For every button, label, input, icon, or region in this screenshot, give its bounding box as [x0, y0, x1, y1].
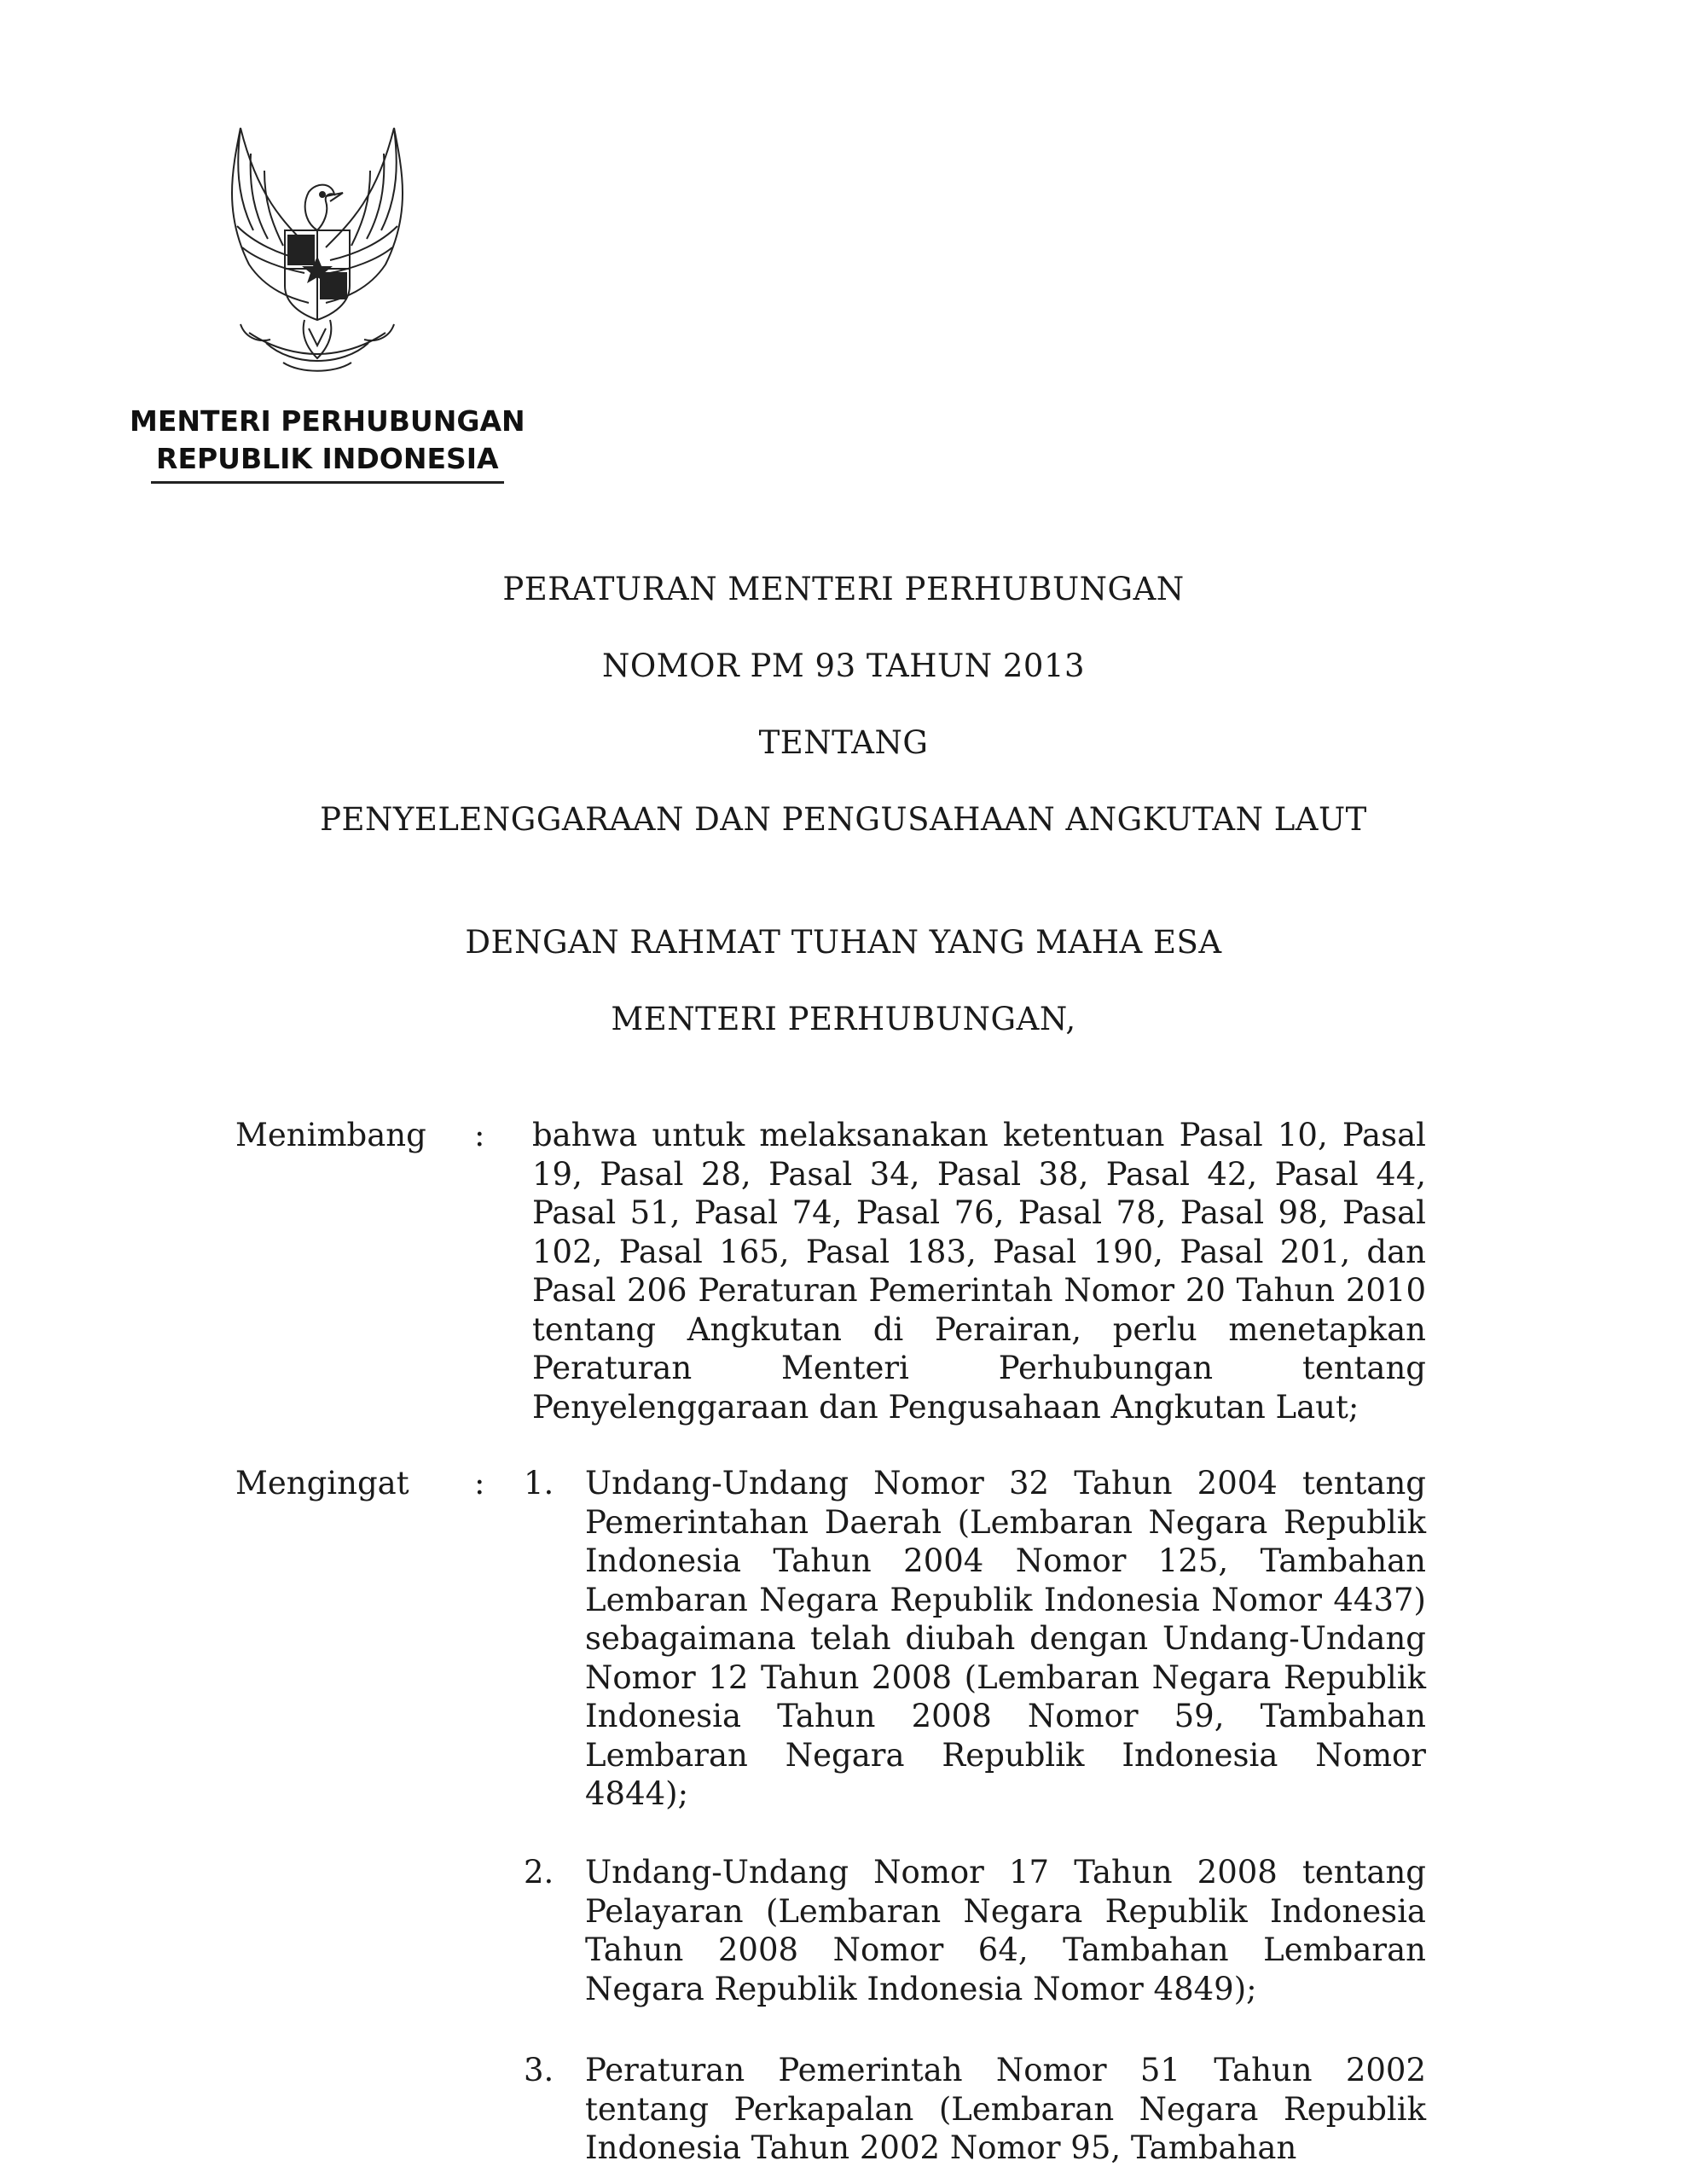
- regulation-subject: PENYELENGGARAAN DAN PENGUSAHAAN ANGKUTAN LAUT: [320, 801, 1367, 838]
- letterhead-country: REPUBLIK INDONESIA: [151, 440, 504, 484]
- mengingat-item-text: Undang-Undang Nomor 32 Tahun 2004 tentang Pemerintahan Daerah (Lembaran Negara Republik Indonesia Tahun 2004 Nomor 125, Tambahan Lembaran Negara Republik Indonesia Nomor 4437) sebagaimana telah diubah dengan Undang-Undang Nomor 12 Tahun 2008 (Lembaran Negara Republik Indonesia Tahun 2008 Nomor 59, Tambahan Lembaran Negara Republik Indonesia Nomor 4844);: [585, 1465, 1426, 1812]
- menimbang-colon: :: [474, 1117, 485, 1153]
- garuda-emblem-icon: [189, 119, 445, 384]
- letterhead: [130, 403, 525, 484]
- mengingat-colon: :: [474, 1465, 485, 1502]
- regulation-about: TENTANG: [758, 724, 929, 761]
- issuer-line: MENTERI PERHUBUNGAN,: [611, 1001, 1076, 1037]
- blessing-line: DENGAN RAHMAT TUHAN YANG MAHA ESA: [465, 924, 1222, 961]
- menimbang-label: Menimbang: [235, 1117, 426, 1153]
- mengingat-item-text: Peraturan Pemerintah Nomor 51 Tahun 2002 tentang Perkapalan (Lembaran Negara Republik Indonesia Tahun 2002 Nomor 95, Tambahan: [585, 2052, 1426, 2166]
- mengingat-item-number: 2.: [524, 1854, 554, 1891]
- regulation-title: PERATURAN MENTERI PERHUBUNGAN: [502, 571, 1185, 607]
- mengingat-item-text: Undang-Undang Nomor 17 Tahun 2008 tentang Pelayaran (Lembaran Negara Republik Indonesia Tahun 2008 Nomor 64, Tambahan Lembaran Negara Republik Indonesia Nomor 4849);: [585, 1854, 1426, 2007]
- letterhead-ministry: MENTERI PERHUBUNGAN: [130, 404, 525, 438]
- mengingat-item-number: 1.: [524, 1465, 554, 1502]
- regulation-number: NOMOR PM 93 TAHUN 2013: [601, 648, 1086, 684]
- mengingat-item-number: 3.: [524, 2052, 554, 2088]
- menimbang-text: bahwa untuk melaksanakan ketentuan Pasal 10, Pasal 19, Pasal 28, Pasal 34, Pasal 38, Pasal 42, Pasal 44, Pasal 51, Pasal 74, Pasal 76, Pasal 78, Pasal 98, Pasal 102, Pasal 165, Pasal 183, Pasal 190, Pasal 201, dan Pasal 206 Peraturan Pemerintah Nomor 20 Tahun 2010 tentang Angkutan di Perairan, perlu menetapkan Peraturan Menteri Perhubungan tentang Penyelenggaraan dan Pengusahaan Angkutan Laut;: [532, 1117, 1426, 1426]
- mengingat-label: Mengingat: [235, 1465, 409, 1502]
